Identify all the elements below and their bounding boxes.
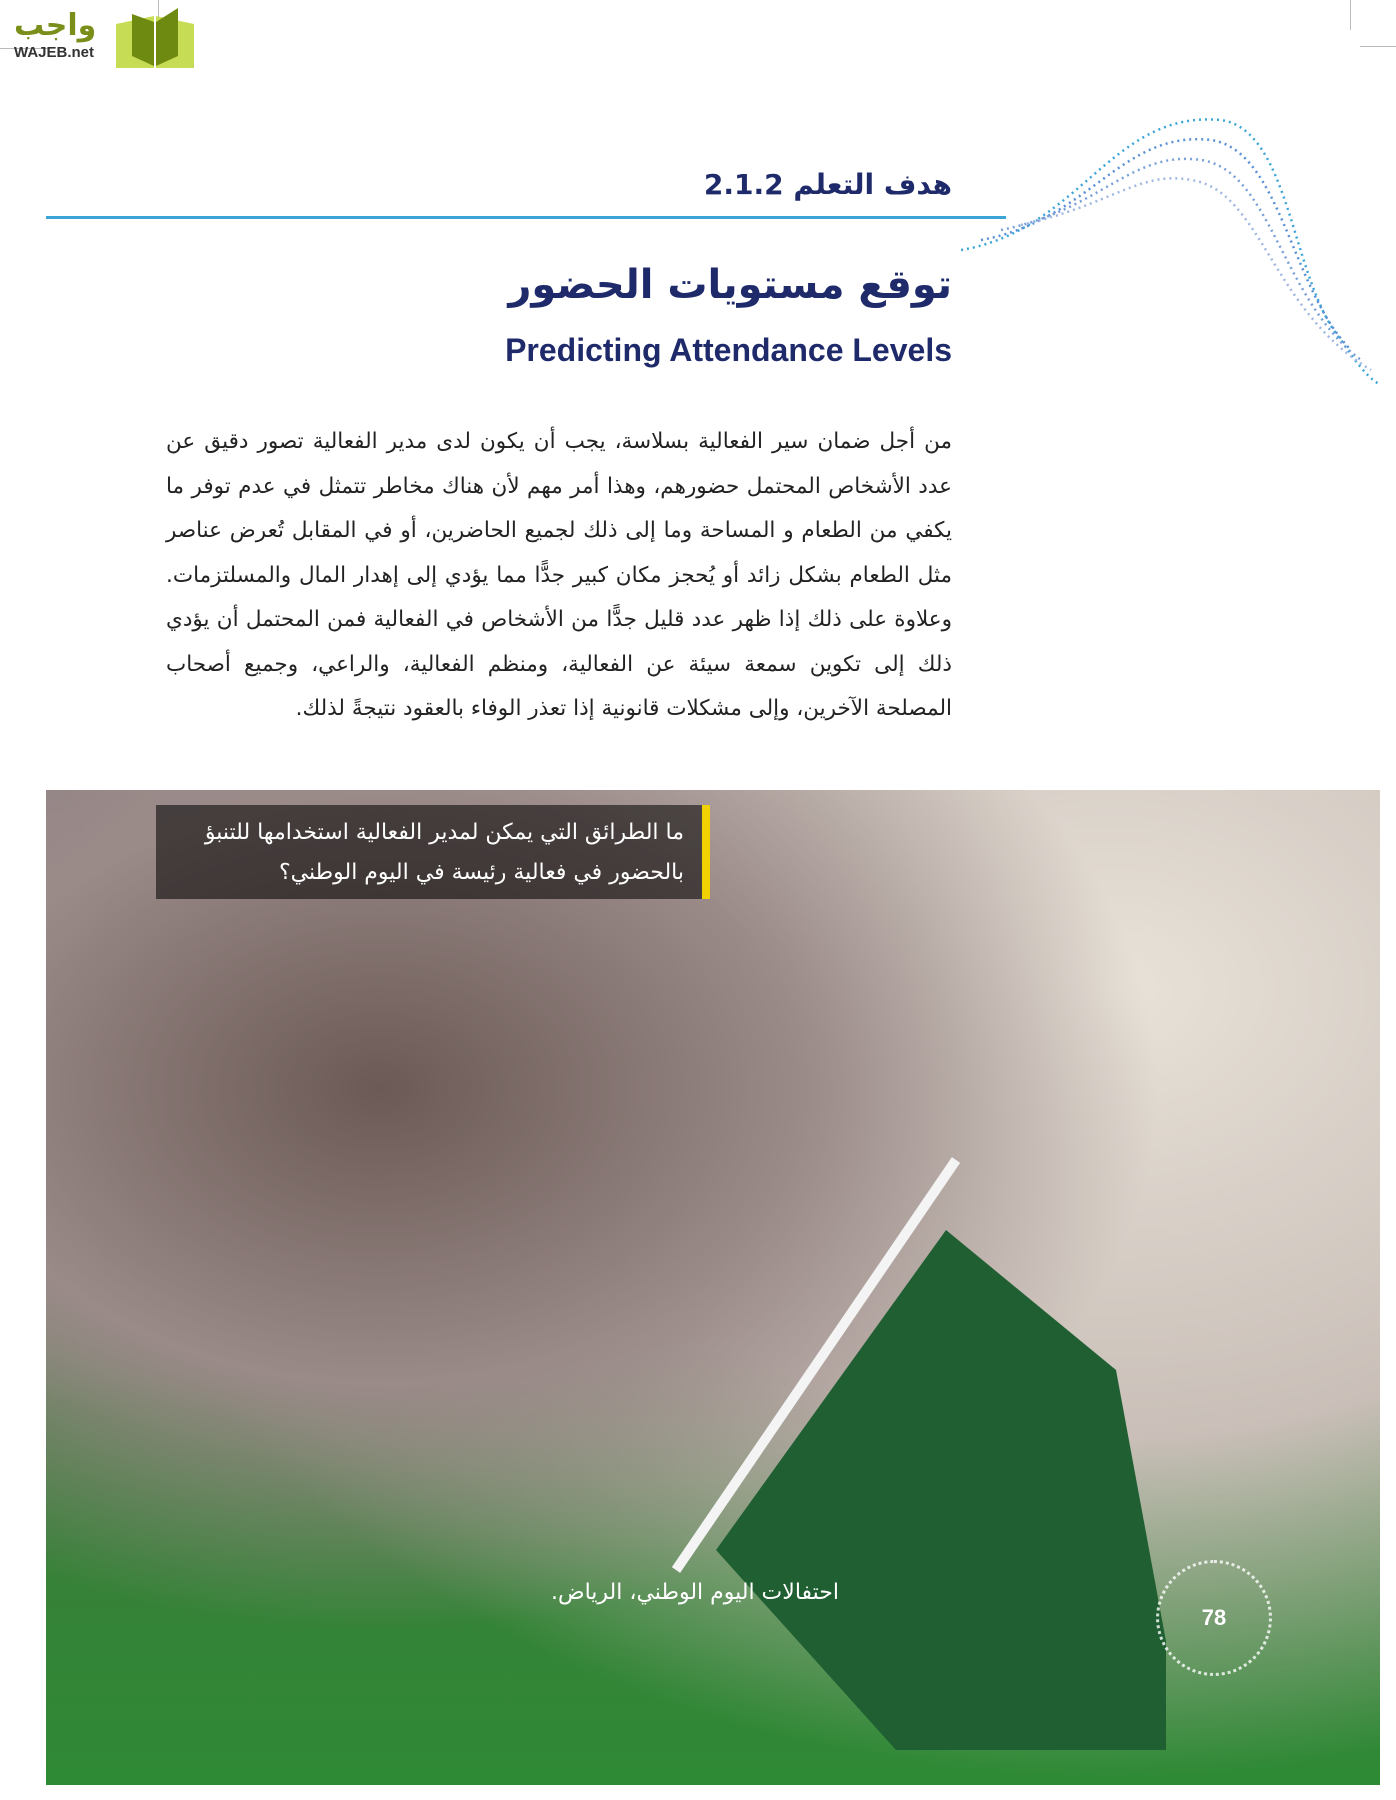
heading-divider: [46, 216, 1006, 219]
logo-latin: WAJEB.net: [14, 44, 95, 61]
national-day-photo: [46, 790, 1380, 1785]
title-english: Predicting Attendance Levels: [505, 332, 952, 368]
saudi-flag-illustration: [646, 1150, 1166, 1750]
photo-caption: احتفالات اليوم الوطني، الرياض.: [551, 1580, 839, 1605]
decorative-wave: [961, 110, 1381, 400]
crop-mark: [1360, 46, 1396, 47]
page-number: 78: [1156, 1560, 1272, 1676]
book-icon: [114, 6, 196, 68]
wajeb-logo[interactable]: [8, 4, 193, 66]
crop-mark: [1350, 0, 1351, 30]
discussion-question: ما الطرائق التي يمكن لمدير الفعالية استخدامها للتنبؤ بالحضور في فعالية رئيسة في اليوم الوطني؟: [156, 805, 710, 899]
title-arabic: توقع مستويات الحضور: [508, 262, 952, 308]
learning-goal-heading: هدف التعلم 2.1.2: [703, 168, 952, 201]
logo-arabic: واجب: [14, 8, 97, 43]
body-paragraph: من أجل ضمان سير الفعالية بسلاسة، يجب أن يكون لدى مدير الفعالية تصور دقيق عن عدد الأشخاص المحتمل حضورهم، وهذا أمر مهم لأن هناك مخاطر تتمثل في عدم توفر ما يكفي من الطعام و المساحة وما إلى ذلك لجميع الحاضرين، أو في المقابل تُعرض عناصر مثل الطعام بشكل زائد أو يُحجز مكان كبير جدًّا مما يؤدي إلى إهدار المال والمسلتزمات. وعلاوة على ذلك إذا ظهر عدد قليل جدًّا من الأشخاص في الفعالية فمن المحتمل أن يؤدي ذلك إلى تكوين سمعة سيئة عن الفعالية، ومنظم الفعالية، والراعي، وجميع أصحاب المصلحة الآخرين، وإلى مشكلات قانونية إذا تعذر الوفاء بالعقود نتيجةً لذلك.: [166, 429, 952, 721]
